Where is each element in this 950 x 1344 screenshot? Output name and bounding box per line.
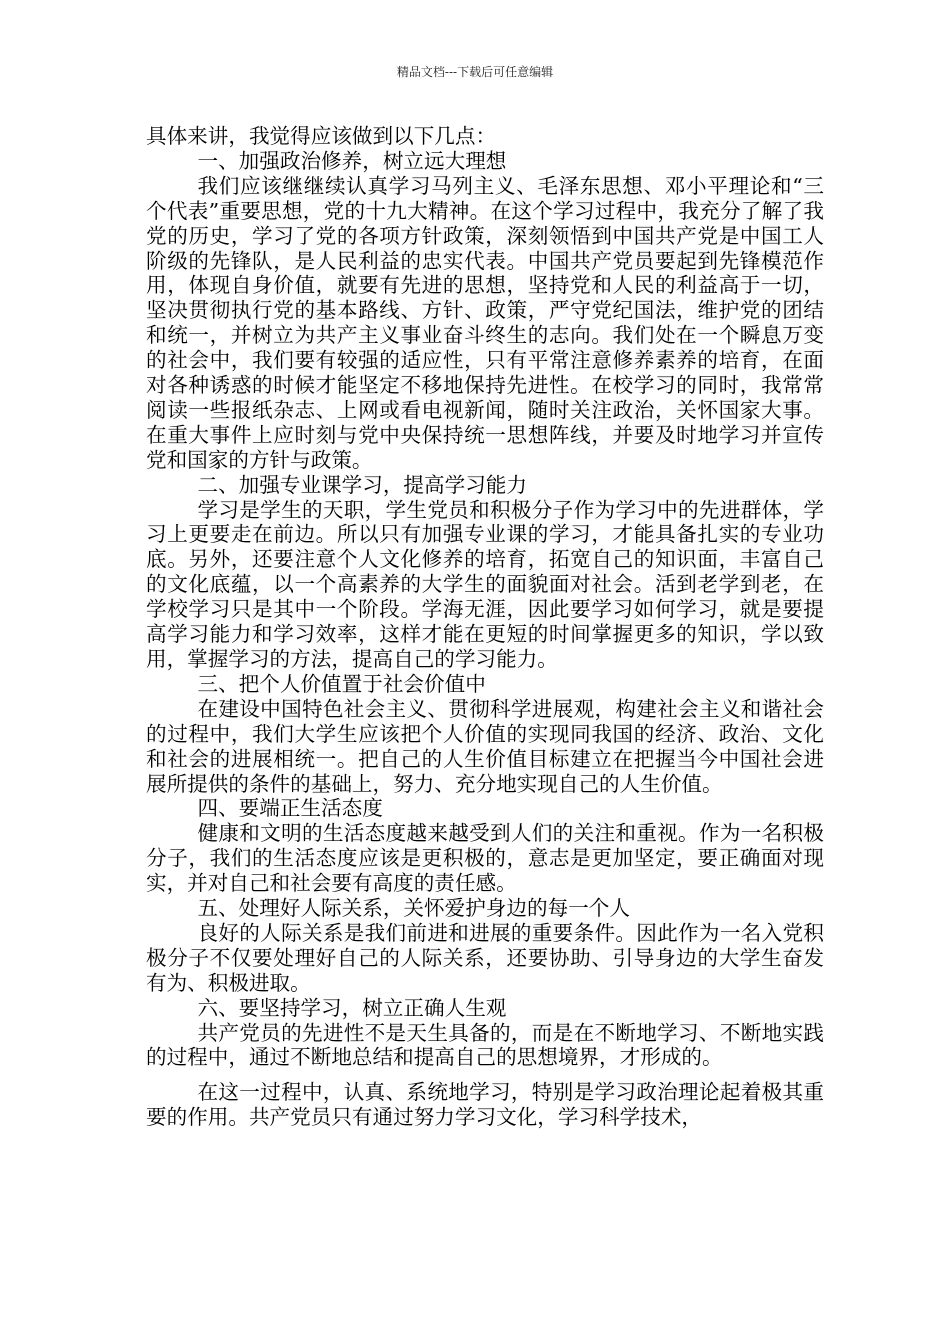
section-heading-5: 五、处理好人际关系，关怀爱护身边的每一个人 xyxy=(197,896,630,921)
paragraph-6: 共产党员的先进性不是天生具备的，而是在不断地学习、不断地实践的过程中，通过不断地总结和提高自己的思想境界，才形成的。 xyxy=(146,1020,824,1070)
section-heading-2: 二、加强专业课学习，提高学习能力 xyxy=(197,472,527,497)
section-heading-4: 四、要端正生活态度 xyxy=(197,796,383,821)
paragraph-2: 学习是学生的天职，学生党员和积极分子作为学习中的先进群体，学习上更要走在前边。所以只有加强专业课的学习，才能具备扎实的专业功底。另外，还要注意个人文化修养的培育，拓宽自己的知识面，丰富自己的文化底蕴，以一个高素养的大学生的面貌面对社会。活到老学到老，在学校学习只是其中一个阶段。学海无涯，因此要学习如何学习，就是要提高学习能力和学习效率，这样才能在更短的时间掌握更多的知识，学以致用，掌握学习的方法，提高自己的学习能力。 xyxy=(146,497,824,671)
page-header: 精品文档---下载后可任意编辑 xyxy=(396,65,554,79)
section-heading-6: 六、要坚持学习，树立正确人生观 xyxy=(197,995,507,1020)
paragraph-5: 良好的人际关系是我们前进和进展的重要条件。因此作为一名入党积极分子不仅要处理好自己的人际关系，还要协助、引导身边的大学生奋发有为、积极进取。 xyxy=(146,920,824,995)
section-heading-1: 一、加强政治修养，树立远大理想 xyxy=(197,148,507,173)
section-heading-3: 三、把个人价值置于社会价值中 xyxy=(197,671,486,696)
paragraph-3: 在建设中国特色社会主义、贯彻科学进展观，构建社会主义和谐社会的过程中，我们大学生应该把个人价值的实现同我国的经济、政治、文化和社会的进展相统一。把自己的人生价值目标建立在把握当今中国社会进展所提供的条件的基础上，努力、充分地实现自己的人生价值。 xyxy=(146,696,824,796)
paragraph-7: 在这一过程中，认真、系统地学习，特别是学习政治理论起着极其重要的作用。共产党员只有通过努力学习文化，学习科学技术， xyxy=(146,1080,824,1130)
paragraph-4: 健康和文明的生活态度越来越受到人们的关注和重视。作为一名积极分子，我们的生活态度应该是更积极的，意志是更加坚定，要正确面对现实，并对自己和社会要有高度的责任感。 xyxy=(146,821,824,896)
document-body xyxy=(146,124,824,1130)
intro-line: 具体来讲，我觉得应该做到以下几点： xyxy=(146,124,497,148)
paragraph-1: 我们应该继继续认真学习马列主义、毛泽东思想、邓小平理论和“三个代表”重要思想，党的十九大精神。在这个学习过程中，我充分了解了我党的历史，学习了党的各项方针政策，深刻领悟到中国共产党是中国工人阶级的先锋队，是人民利益的忠实代表。中国共产党员要起到先锋模范作用，体现自身价值，就要有先进的思想，坚持党和人民的利益高于一切，坚决贯彻执行党的基本路线、方针、政策，严守党纪国法，维护党的团结和统一，并树立为共产主义事业奋斗终生的志向。我们处在一个瞬息万变的社会中，我们要有较强的适应性，只有平常注意修养素养的培育，在面对各种诱惑的时候才能坚定不移地保持先进性。在校学习的同时，我常常阅读一些报纸杂志、上网或看电视新闻，随时关注政治，关怀国家大事。在重大事件上应时刻与党中央保持统一思想阵线，并要及时地学习并宣传党和国家的方针与政策。 xyxy=(146,173,824,472)
